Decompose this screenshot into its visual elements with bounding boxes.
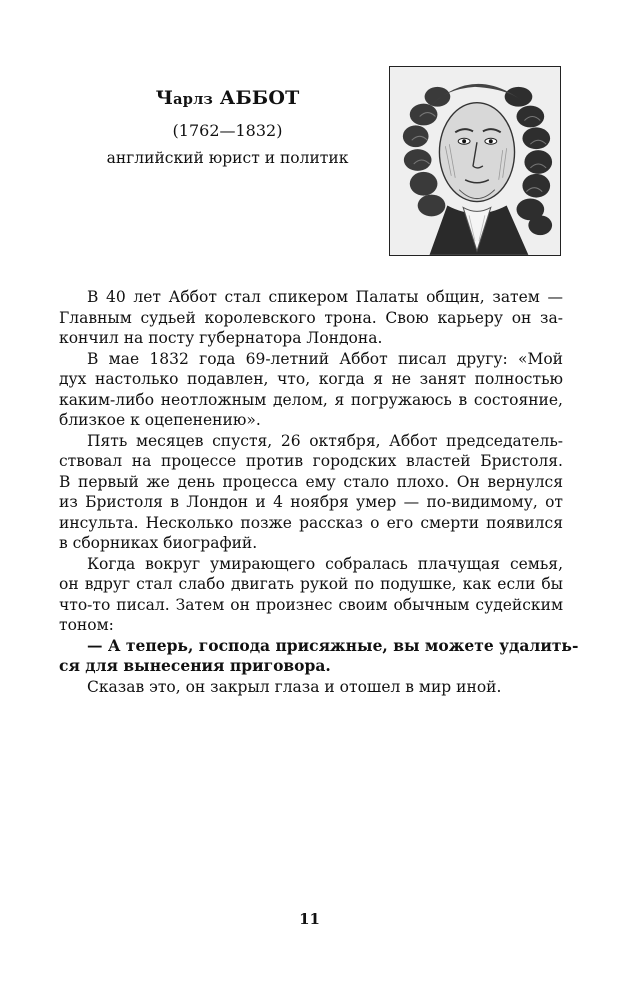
person-name xyxy=(60,84,395,114)
article-header xyxy=(60,84,395,170)
article-body xyxy=(59,287,579,697)
body-line: в сборниках биографий. xyxy=(59,534,258,552)
body-line: кончил на посту губернатора Лондона. xyxy=(59,329,383,347)
body-line: что-то писал. Затем он произнес своим обычным судейским xyxy=(59,595,563,614)
body-line: Пять месяцев спустя, 26 октября, Аббот председатель- xyxy=(87,431,563,450)
person-role: английский юрист и политик xyxy=(106,149,349,167)
body-line: В мае 1832 года 69-летний Аббот писал другу: «Мой xyxy=(87,349,563,368)
person-last-name: АББОТ xyxy=(219,87,300,109)
portrait-engraving-icon xyxy=(389,66,561,256)
body-line: Сказав это, он закрыл глаза и отошел в мир иной. xyxy=(87,677,502,696)
body-line: Когда вокруг умирающего собралась плачущая семья, xyxy=(87,554,563,573)
body-line: близкое к оцепенению». xyxy=(59,411,261,429)
person-first-name: Чарлз xyxy=(155,87,213,109)
body-line: ствовал на процессе против городских властей Бристоля. xyxy=(59,452,563,470)
body-line: каким-либо неотложным делом, я погружаюсь в состояние, xyxy=(59,390,563,409)
quote-line: ся для вынесения приговора. xyxy=(59,656,331,675)
body-line: В первый же день процесса ему стало плохо. Он вернулся xyxy=(59,472,563,491)
body-line: тоном: xyxy=(59,616,114,634)
body-line: он вдруг стал слабо двигать рукой по подушке, как если бы xyxy=(59,575,563,593)
body-line: В 40 лет Аббот стал спикером Палаты общин, затем — xyxy=(87,288,563,306)
page-number: 11 xyxy=(299,910,320,928)
body-line: дух настолько подавлен, что, когда я не занят полностью xyxy=(59,370,563,388)
life-years: (1762—1832) xyxy=(172,121,283,140)
portrait-drawing xyxy=(390,67,560,255)
body-line: из Бристоля в Лондон и 4 ноября умер — по-видимому, от xyxy=(59,493,563,511)
body-line: Главным судьей королевского трона. Свою карьеру он за- xyxy=(59,308,563,327)
quote-line: — А теперь, господа присяжные, вы можете удалить- xyxy=(87,635,579,655)
body-line: инсульта. Несколько позже рассказ о его смерти появился xyxy=(59,513,563,532)
